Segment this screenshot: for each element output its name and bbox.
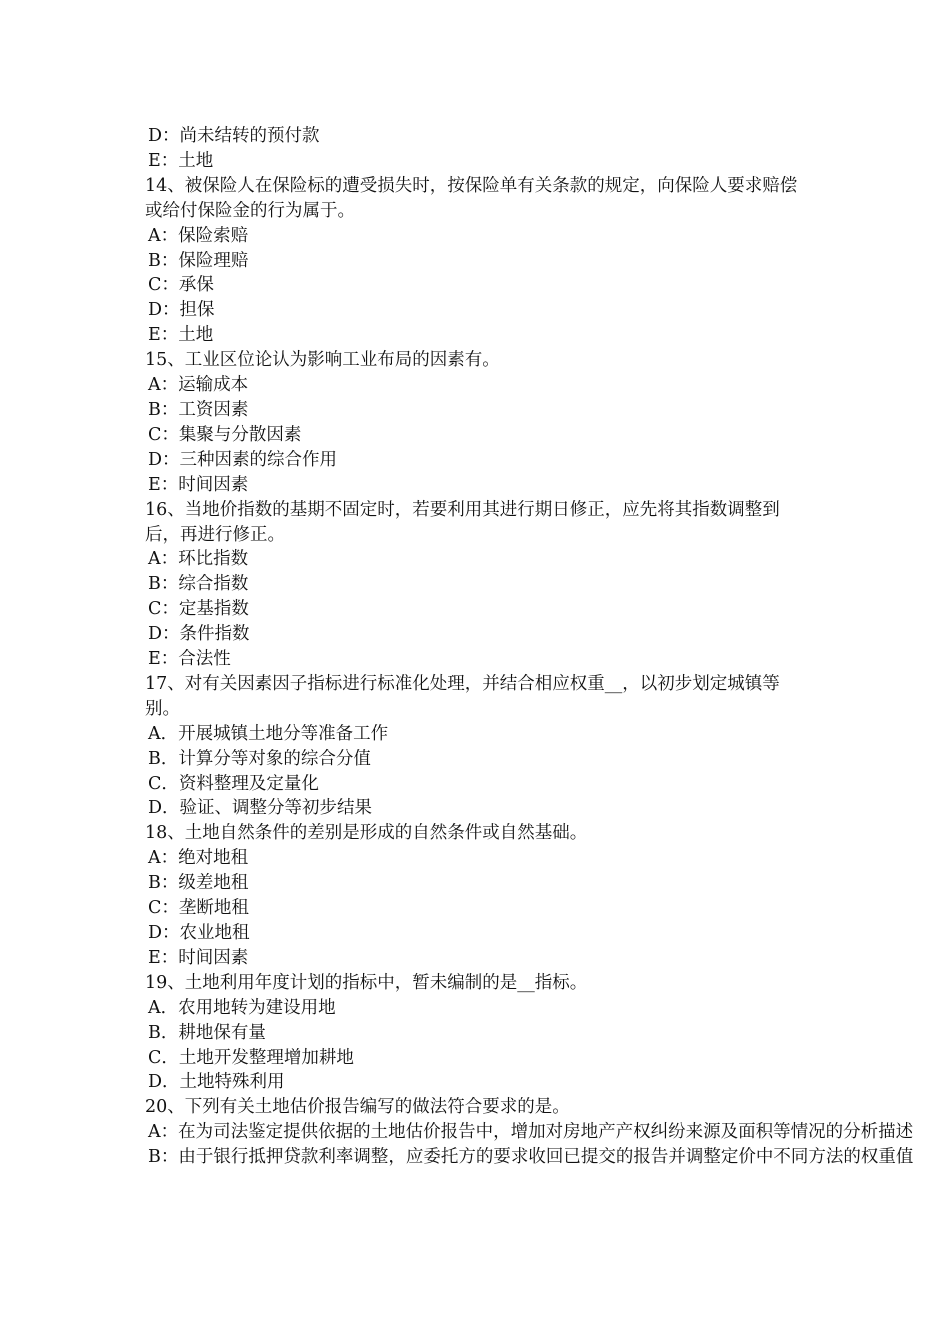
answer-option: D．验证、调整分等初步结果 (148, 798, 373, 819)
answer-option: E：时间因素 (148, 474, 249, 495)
answer-option: A：环比指数 (148, 549, 249, 570)
question-text: 14、被保险人在保险标的遭受损失时，按保险单有关条款的规定，向保险人要求赔偿或给付保险金的行为属于。 (145, 175, 798, 221)
answer-option: D：条件指数 (148, 624, 250, 645)
answer-option: A．开展城镇土地分等准备工作 (148, 723, 389, 744)
document-body (145, 124, 914, 1170)
question-text: 19、土地利用年度计划的指标中，暂未编制的是__指标。 (145, 972, 588, 993)
answer-option: E：土地 (148, 150, 214, 171)
answer-option: C：垄断地租 (148, 898, 249, 919)
question-text: 17、对有关因素因子指标进行标准化处理，并结合相应权重__，以初步划定城镇等别。 (145, 673, 780, 719)
answer-option: B：由于银行抵押贷款利率调整，应委托方的要求收回已提交的报告并调整定价中不同方法的权重值 (148, 1147, 914, 1168)
answer-option: B．计算分等对象的综合分值 (148, 748, 371, 769)
answer-option: C：承保 (148, 275, 214, 296)
answer-option: B．耕地保有量 (148, 1022, 266, 1043)
answer-option: D：农业地租 (148, 923, 250, 943)
question-text: 16、当地价指数的基期不固定时，若要利用其进行期日修正，应先将其指数调整到后，再进行修正。 (145, 499, 780, 545)
answer-option: B：综合指数 (148, 574, 249, 595)
answer-option: A：绝对地租 (148, 848, 249, 869)
answer-option: C．土地开发整理增加耕地 (148, 1047, 354, 1068)
question-text: 20、下列有关土地估价报告编写的做法符合要求的是。 (145, 1097, 570, 1118)
answer-option: E：时间因素 (148, 947, 249, 968)
answer-option: A：在为司法鉴定提供依据的土地估价报告中，增加对房地产产权纠纷来源及面积等情况的分析描述 (148, 1122, 914, 1143)
answer-option: C．资料整理及定量化 (148, 773, 319, 794)
answer-option: D：三种因素的综合作用 (148, 449, 338, 470)
question-text: 15、工业区位论认为影响工业布局的因素有。 (145, 350, 500, 371)
question-text: 18、土地自然条件的差别是形成的自然条件或自然基础。 (145, 823, 588, 844)
answer-option: B：级差地租 (148, 873, 249, 894)
answer-option: C：定基指数 (148, 599, 249, 620)
answer-option: E：土地 (148, 325, 214, 346)
answer-option: E：合法性 (148, 649, 231, 670)
answer-option: D：担保 (148, 300, 215, 321)
answer-option: B：保险理赔 (148, 250, 249, 271)
answer-option: D：尚未结转的预付款 (148, 126, 320, 146)
answer-option: A：运输成本 (148, 375, 249, 396)
answer-option: C：集聚与分散因素 (148, 424, 302, 445)
answer-option: D．土地特殊利用 (148, 1072, 285, 1093)
answer-option: B：工资因素 (148, 399, 249, 420)
answer-option: A：保险索赔 (148, 225, 249, 246)
answer-option: A．农用地转为建设用地 (148, 997, 336, 1018)
